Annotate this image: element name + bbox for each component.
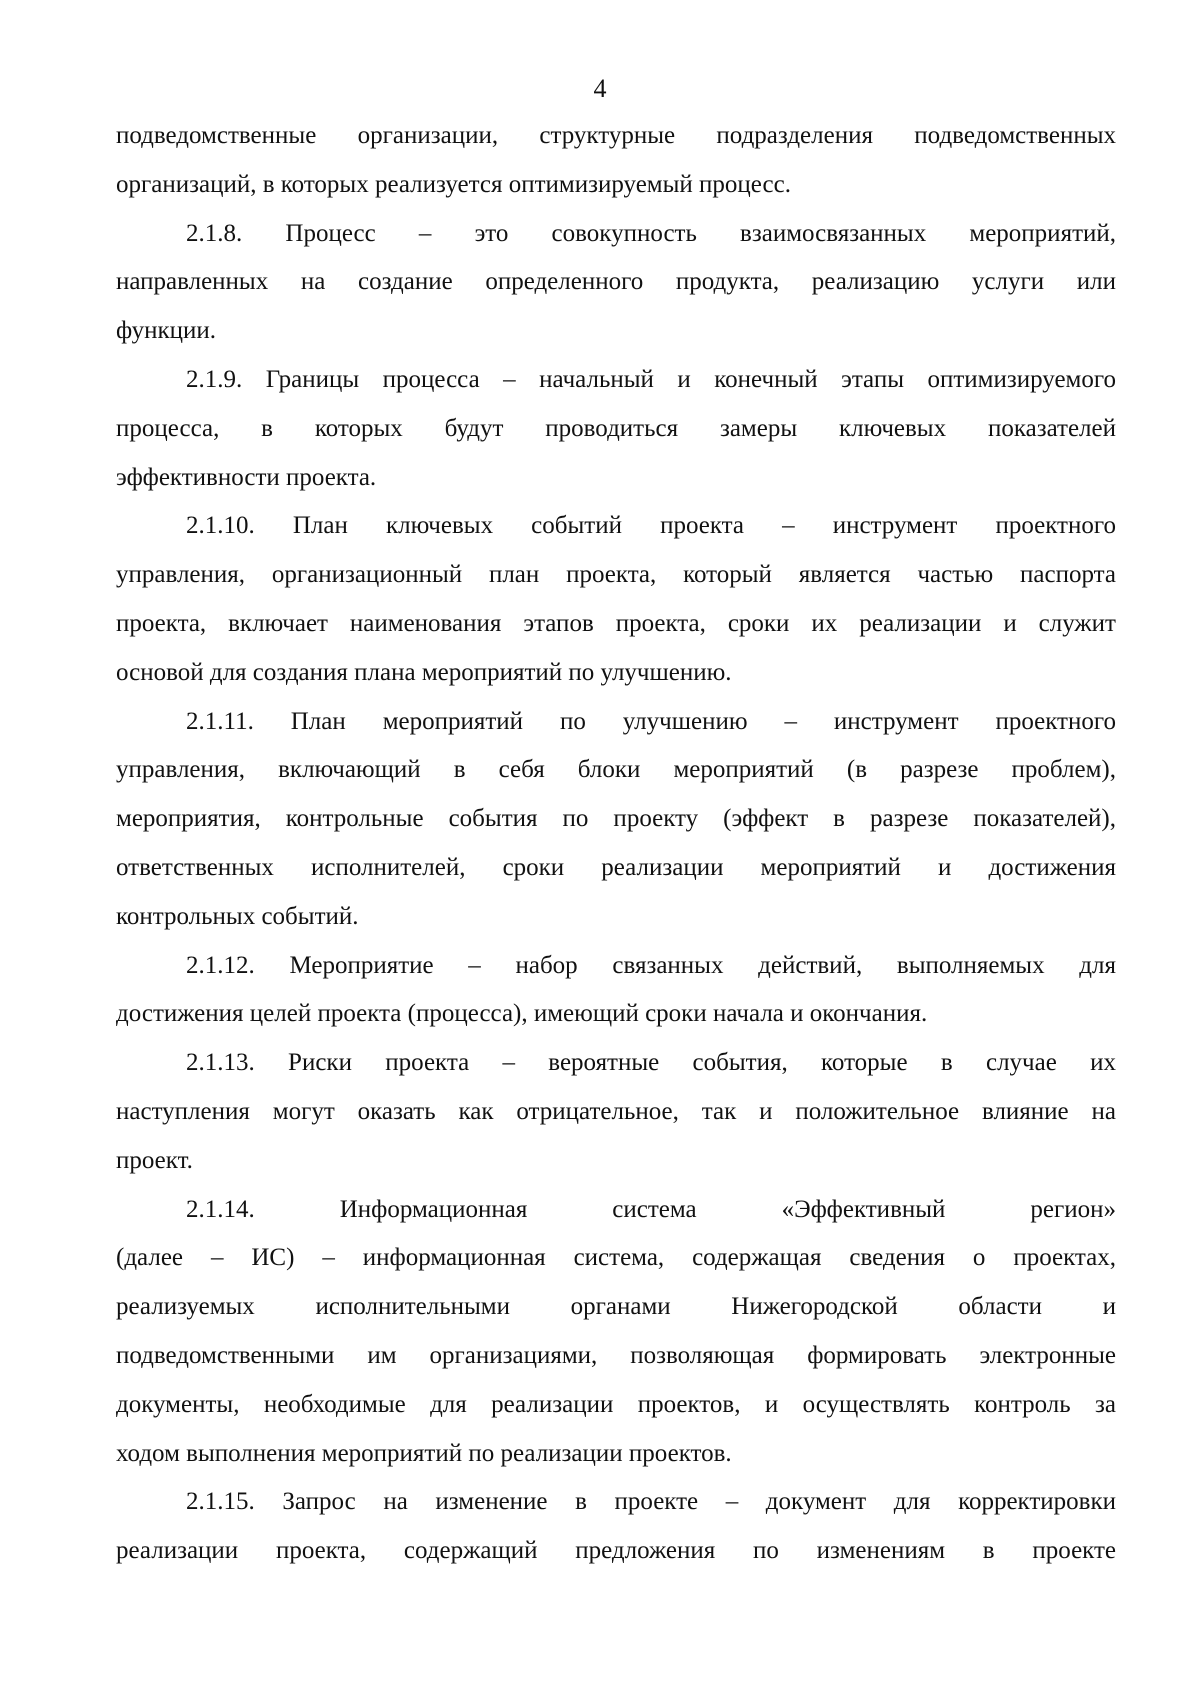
text-line: 2.1.12. Мероприятие – набор связанных действий, выполняемых для	[186, 951, 1116, 979]
text-line: 2.1.10. План ключевых событий проекта – инструмент проектного	[186, 512, 1116, 540]
text-line: 2.1.14. Информационная система «Эффективный регион»	[186, 1195, 1116, 1223]
text-line: документы, необходимые для реализации проектов, и осуществлять контроль за	[116, 1390, 1116, 1418]
text-line: 2.1.13. Риски проекта – вероятные события, которые в случае их	[186, 1049, 1116, 1077]
text-line: направленных на создание определенного продукта, реализацию услуги или	[116, 268, 1116, 296]
text-line: 2.1.15. Запрос на изменение в проекте – документ для корректировки	[186, 1488, 1116, 1516]
text-line: подведомственными им организациями, позволяющая формировать электронные	[116, 1341, 1116, 1369]
text-line: достижения целей проекта (процесса), имеющий сроки начала и окончания.	[116, 1000, 928, 1028]
paragraph-2-1-9	[116, 356, 1116, 502]
paragraph-2-1-12	[116, 942, 1116, 1040]
text-line: основой для создания плана мероприятий по улучшению.	[116, 658, 732, 686]
paragraph-2-1-15	[116, 1478, 1116, 1576]
text-line: 2.1.9. Границы процесса – начальный и конечный этапы оптимизируемого	[186, 365, 1116, 393]
text-line: управления, включающий в себя блоки мероприятий (в разрезе проблем),	[116, 756, 1116, 784]
text-line: (далее – ИС) – информационная система, содержащая сведения о проектах,	[116, 1244, 1116, 1272]
paragraph-2-1-13	[116, 1039, 1116, 1185]
text-line: ответственных исполнителей, сроки реализации мероприятий и достижения	[116, 853, 1116, 881]
paragraph-2-1-8	[116, 210, 1116, 356]
text-line: 2.1.11. План мероприятий по улучшению – инструмент проектного	[186, 707, 1116, 735]
text-line: 2.1.8. Процесс – это совокупность взаимосвязанных мероприятий,	[186, 219, 1116, 247]
text-line: проекта, включает наименования этапов проекта, сроки их реализации и служит	[116, 609, 1116, 637]
text-line: контрольных событий.	[116, 902, 359, 930]
text-line: реализации проекта, содержащий предложения по изменениям в проекте	[116, 1537, 1116, 1565]
text-line: мероприятия, контрольные события по проекту (эффект в разрезе показателей),	[116, 805, 1116, 833]
text-line: организаций, в которых реализуется оптимизируемый процесс.	[116, 170, 791, 198]
text-line: наступления могут оказать как отрицательное, так и положительное влияние на	[116, 1097, 1116, 1125]
paragraph-2-1-14	[116, 1186, 1116, 1479]
page-number: 4	[593, 74, 607, 103]
text-line: подведомственные организации, структурные подразделения подведомственных	[116, 122, 1116, 149]
text-line: управления, организационный план проекта, который является частью паспорта	[116, 561, 1116, 589]
paragraph-2-1-10	[116, 502, 1116, 697]
text-line: ходом выполнения мероприятий по реализации проектов.	[116, 1439, 732, 1467]
paragraph-continuation	[116, 112, 1116, 210]
text-line: функции.	[116, 317, 216, 345]
text-line: реализуемых исполнительными органами Нижегородской области и	[116, 1293, 1116, 1321]
document-body	[116, 112, 1116, 1576]
text-line: проект.	[116, 1146, 193, 1174]
text-line: эффективности проекта.	[116, 463, 377, 491]
text-line: процесса, в которых будут проводиться замеры ключевых показателей	[116, 414, 1116, 442]
paragraph-2-1-11	[116, 698, 1116, 942]
